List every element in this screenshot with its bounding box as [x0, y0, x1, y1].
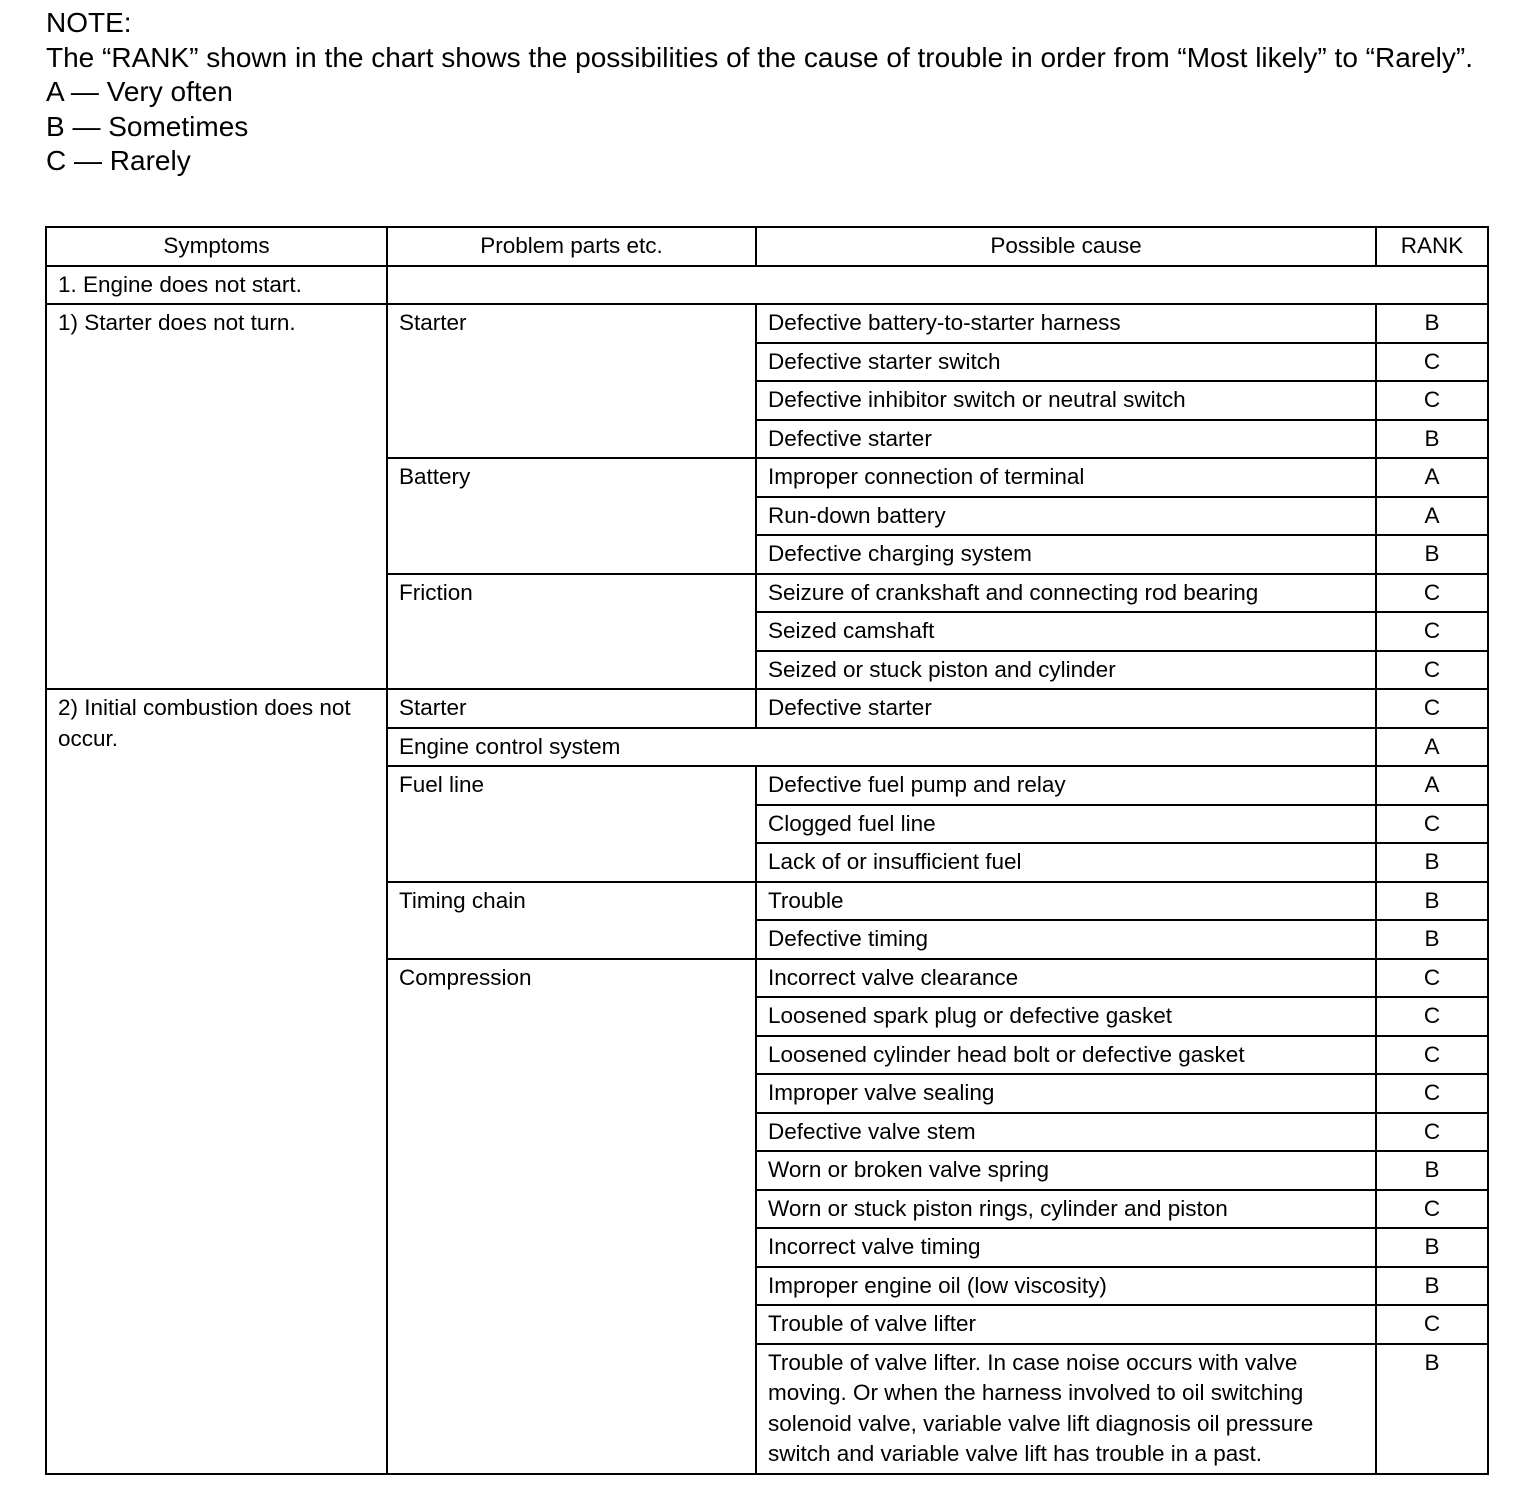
rank-cell: C	[1376, 997, 1488, 1036]
note-heading: NOTE:	[46, 7, 132, 38]
troubleshooting-table	[45, 226, 1489, 1475]
rank-cell: B	[1376, 1151, 1488, 1190]
cause-cell: Defective starter	[756, 420, 1376, 459]
cause-cell: Seized or stuck piston and cylinder	[756, 651, 1376, 690]
rank-cell: C	[1376, 1190, 1488, 1229]
header-possible-cause: Possible cause	[756, 227, 1376, 266]
rank-cell: B	[1376, 420, 1488, 459]
cause-cell: Defective starter switch	[756, 343, 1376, 382]
cause-cell: Worn or stuck piston rings, cylinder and piston	[756, 1190, 1376, 1229]
symptom-cell: 2) Initial combustion does not occur.	[46, 689, 387, 1474]
note-block	[46, 6, 1496, 179]
rank-cell: C	[1376, 805, 1488, 844]
part-cell: Starter	[387, 689, 756, 728]
table-row	[46, 304, 1488, 343]
section-title: 1. Engine does not start.	[46, 266, 387, 305]
cause-cell: Trouble	[756, 882, 1376, 921]
header-symptoms: Symptoms	[46, 227, 387, 266]
table-header-row	[46, 227, 1488, 266]
rank-cell: B	[1376, 882, 1488, 921]
part-cell: Timing chain	[387, 882, 756, 959]
rank-cell: A	[1376, 728, 1488, 767]
cause-cell: Defective valve stem	[756, 1113, 1376, 1152]
rank-cell: C	[1376, 651, 1488, 690]
symptom-cell: 1) Starter does not turn.	[46, 304, 387, 689]
cause-cell: Loosened spark plug or defective gasket	[756, 997, 1376, 1036]
table-row	[46, 689, 1488, 728]
rank-cell: B	[1376, 535, 1488, 574]
cause-cell: Run-down battery	[756, 497, 1376, 536]
rank-cell: A	[1376, 497, 1488, 536]
cause-cell: Seized camshaft	[756, 612, 1376, 651]
part-cell: Engine control system	[387, 728, 1376, 767]
cause-cell: Clogged fuel line	[756, 805, 1376, 844]
cause-cell: Defective starter	[756, 689, 1376, 728]
table-row	[46, 266, 1488, 305]
rank-cell: B	[1376, 843, 1488, 882]
legend-c: C — Rarely	[46, 145, 191, 177]
rank-cell: C	[1376, 689, 1488, 728]
rank-cell: C	[1376, 574, 1488, 613]
cause-cell: Worn or broken valve spring	[756, 1151, 1376, 1190]
cause-cell: Lack of or insufficient fuel	[756, 843, 1376, 882]
rank-cell: C	[1376, 1036, 1488, 1075]
rank-cell: C	[1376, 1074, 1488, 1113]
cause-cell: Defective battery-to-starter harness	[756, 304, 1376, 343]
rank-cell: C	[1376, 959, 1488, 998]
legend-b: B — Sometimes	[46, 110, 249, 142]
cause-cell: Improper valve sealing	[756, 1074, 1376, 1113]
rank-cell: B	[1376, 1228, 1488, 1267]
rank-cell: C	[1376, 343, 1488, 382]
cause-cell: Incorrect valve clearance	[756, 959, 1376, 998]
section-blank	[387, 266, 1488, 305]
cause-cell: Seizure of crankshaft and connecting rod bearing	[756, 574, 1376, 613]
cause-cell: Defective inhibitor switch or neutral switch	[756, 381, 1376, 420]
rank-cell: A	[1376, 766, 1488, 805]
cause-cell: Incorrect valve timing	[756, 1228, 1376, 1267]
header-rank: RANK	[1376, 227, 1488, 266]
header-problem-parts: Problem parts etc.	[387, 227, 756, 266]
rank-cell: B	[1376, 1344, 1488, 1474]
rank-cell: C	[1376, 1305, 1488, 1344]
part-cell: Fuel line	[387, 766, 756, 882]
rank-cell: C	[1376, 612, 1488, 651]
legend-a: A — Very often	[46, 76, 233, 108]
cause-cell: Defective timing	[756, 920, 1376, 959]
rank-cell: A	[1376, 458, 1488, 497]
part-cell: Battery	[387, 458, 756, 574]
rank-cell: B	[1376, 920, 1488, 959]
rank-cell: B	[1376, 304, 1488, 343]
part-cell: Compression	[387, 959, 756, 1474]
note-description: The “RANK” shown in the chart shows the possibilities of the cause of trouble in order from “Most likely” to “Rarely”.	[46, 41, 1474, 73]
rank-cell: C	[1376, 1113, 1488, 1152]
cause-cell: Improper connection of terminal	[756, 458, 1376, 497]
part-cell: Starter	[387, 304, 756, 458]
part-cell: Friction	[387, 574, 756, 690]
cause-cell: Defective charging system	[756, 535, 1376, 574]
cause-cell: Loosened cylinder head bolt or defective gasket	[756, 1036, 1376, 1075]
cause-cell: Trouble of valve lifter	[756, 1305, 1376, 1344]
rank-cell: C	[1376, 381, 1488, 420]
cause-cell: Improper engine oil (low viscosity)	[756, 1267, 1376, 1306]
cause-cell: Trouble of valve lifter. In case noise occurs with valve moving. Or when the harness involved to oil switching solenoid valve, variable valve lift diagnosis oil pressure switch and variable valve lift has trouble in a past.	[756, 1344, 1376, 1474]
cause-cell: Defective fuel pump and relay	[756, 766, 1376, 805]
rank-cell: B	[1376, 1267, 1488, 1306]
